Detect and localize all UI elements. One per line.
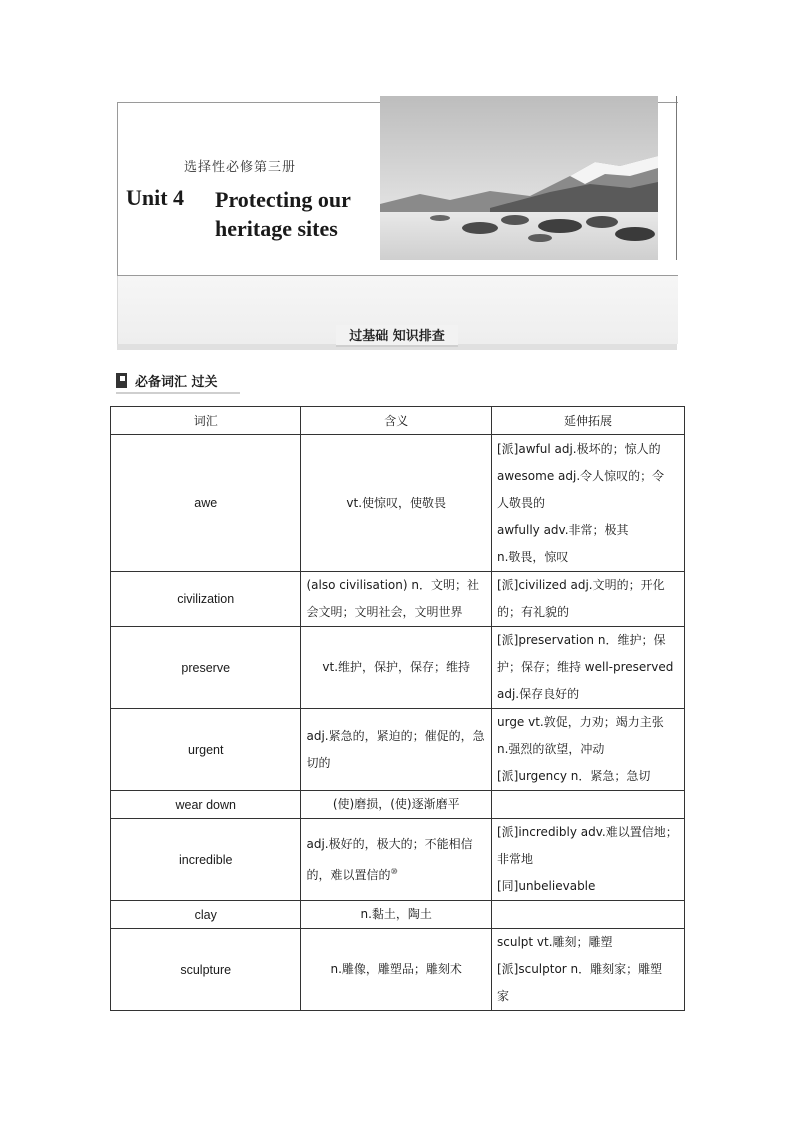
- table-row: [111, 435, 685, 572]
- table-row: [111, 627, 685, 709]
- extension-line: 家: [496, 989, 509, 1003]
- word-cell: civilization: [111, 572, 301, 627]
- unit-number: Unit 4: [126, 185, 185, 210]
- word-cell: awe: [111, 435, 301, 572]
- section-title: 必备词汇 过关: [135, 375, 218, 390]
- meaning-cell: vt.维护，保护，保存；维持: [301, 627, 492, 709]
- extension-line: n.敬畏，惊叹: [496, 549, 569, 564]
- landscape-photo: [380, 96, 658, 260]
- table-row: [111, 901, 685, 929]
- extension-line: n.强烈的欲望，冲动: [496, 742, 605, 756]
- extension-cell: [491, 929, 684, 1011]
- unit-title: [215, 185, 385, 243]
- table-row: [111, 819, 685, 901]
- word-cell: clay: [111, 901, 301, 929]
- word-cell: sculpture: [111, 929, 301, 1011]
- meaning-text: adj.极好的，极大的；不能相信的，难以置信的: [306, 836, 473, 882]
- extension-line: [派]sculptor n．雕刻家；雕塑: [496, 962, 663, 976]
- footnote-mark: ⑩: [390, 866, 398, 876]
- meaning-cell: [301, 819, 492, 901]
- book-label: 选择性必修第三册: [184, 160, 297, 175]
- extension-line: 护；保存；维持 well-preserved: [496, 660, 674, 674]
- extension-cell: [491, 819, 684, 901]
- strip-label: 过基础 知识排查: [349, 329, 445, 344]
- meaning-cell: n.雕像，雕塑品；雕刻术: [301, 929, 492, 1011]
- table-row: [111, 929, 685, 1011]
- table-row: [111, 709, 685, 791]
- word-cell: preserve: [111, 627, 301, 709]
- meaning-cell: vt.使惊叹，使敬畏: [301, 435, 492, 572]
- extension-cell: [491, 901, 684, 929]
- strip-label-tab: [336, 325, 458, 345]
- meaning-cell: n.黏土，陶土: [301, 901, 492, 929]
- extension-line: awesome adj.令人惊叹的；令: [496, 468, 665, 483]
- meaning-cell: (also civilisation) n．文明；社会文明；文明社会，文明世界: [301, 572, 492, 627]
- table-header-row: [111, 407, 685, 435]
- extension-line: adj.保存良好的: [496, 687, 580, 701]
- table-row: [111, 572, 685, 627]
- header-word: 词汇: [111, 407, 301, 435]
- extension-line: [同]unbelievable: [496, 879, 596, 893]
- extension-line: 非常地: [496, 852, 533, 866]
- banner-edge: [676, 96, 677, 260]
- extension-line: [派]preservation n．维护；保: [496, 633, 666, 647]
- word-cell: incredible: [111, 819, 301, 901]
- extension-line: urge vt.敦促，力劝；竭力主张: [496, 715, 664, 729]
- extension-line: [派]awful adj.极坏的；惊人的: [496, 441, 661, 456]
- unit-title-line-2: heritage sites: [215, 216, 338, 241]
- extension-line: [派]civilized adj.文明的；开化: [496, 578, 665, 592]
- extension-cell: [491, 791, 684, 819]
- word-cell: wear down: [111, 791, 301, 819]
- extension-line: 的；有礼貌的: [496, 605, 569, 619]
- bookmark-icon: [116, 373, 127, 388]
- extension-cell: [491, 627, 684, 709]
- extension-cell: [491, 709, 684, 791]
- extension-cell: [491, 435, 684, 572]
- table-row: [111, 791, 685, 819]
- extension-line: awfully adv.非常；极其: [496, 522, 629, 537]
- unit-title-line-1: Protecting our: [215, 187, 351, 212]
- meaning-cell: adj.紧急的，紧迫的；催促的，急切的: [301, 709, 492, 791]
- extension-line: [派]urgency n．紧急；急切: [496, 769, 651, 783]
- extension-cell: [491, 572, 684, 627]
- vocabulary-table: [110, 406, 685, 1011]
- word-cell: urgent: [111, 709, 301, 791]
- section-heading: [116, 370, 240, 394]
- header-extension: 延伸拓展: [491, 407, 684, 435]
- extension-line: [派]incredibly adv.难以置信地；: [496, 825, 678, 839]
- header-meaning: 含义: [301, 407, 492, 435]
- extension-line: 人敬畏的: [496, 495, 545, 510]
- extension-line: sculpt vt.雕刻；雕塑: [496, 935, 613, 949]
- meaning-cell: (使)磨损，(使)逐渐磨平: [301, 791, 492, 819]
